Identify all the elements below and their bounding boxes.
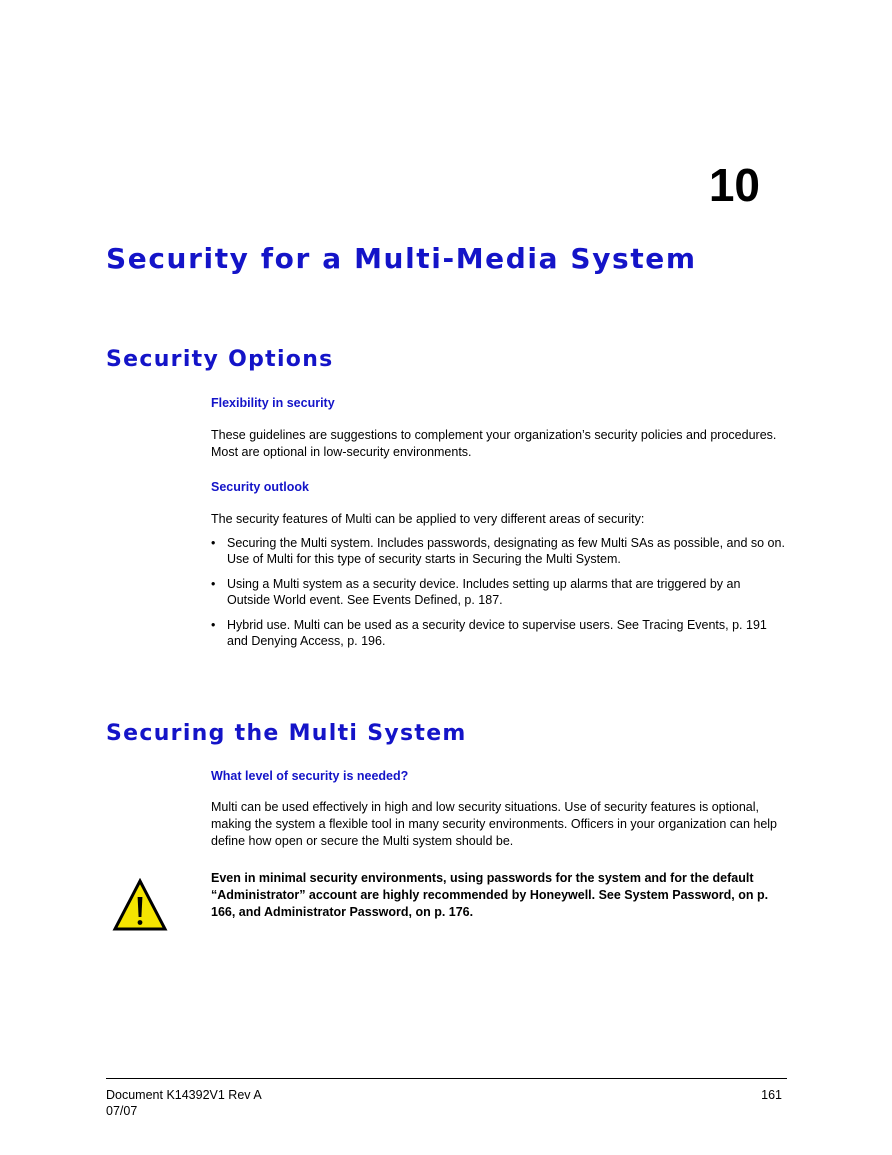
list-item	[211, 535, 786, 567]
warning-text: Even in minimal security environments, using passwords for the system and for the default “Administrator” account are highly recommended by Honeywell. See System Password, on p. 166, and Administrator Password, on p. 176.	[211, 871, 769, 919]
section-heading-securing-multi: Securing the Multi System	[106, 721, 467, 746]
footer-document-info	[106, 1087, 262, 1119]
list-item-text: Using a Multi system as a security device. Includes setting up alarms that are triggered by an Outside World event. See Events Defined, p. 187.	[227, 577, 741, 607]
footer-date: 07/07	[106, 1104, 138, 1118]
subheading-flexibility: Flexibility in security	[211, 396, 335, 410]
footer-divider	[106, 1078, 787, 1079]
section-heading-security-options: Security Options	[106, 347, 334, 372]
chapter-title: Security for a Multi-Media System	[106, 242, 697, 275]
warning-exclamation-dot	[138, 920, 143, 925]
bullet-dot: •	[211, 577, 216, 591]
bullet-dot: •	[211, 536, 216, 550]
list-item	[211, 617, 786, 649]
bullet-dot: •	[211, 618, 216, 632]
security-areas-list	[211, 535, 786, 658]
paragraph-security-level: Multi can be used effectively in high and low security situations. Use of security features is optional, making the system a flexible tool in many security environments. Officers in your organization can help define how open or secure the Multi system should be.	[211, 800, 778, 848]
list-item	[211, 576, 786, 608]
chapter-number: 10	[708, 159, 760, 211]
subheading-security-outlook: Security outlook	[211, 480, 309, 494]
footer-document-id: Document K14392V1 Rev A	[106, 1088, 262, 1102]
list-item-text: Securing the Multi system. Includes passwords, designating as few Multi SAs as possible, and so on. Use of Multi for this type of security starts in Securing the Multi System.	[227, 536, 785, 566]
paragraph-flexibility: These guidelines are suggestions to complement your organization’s security policies and procedures. Most are optional in low-security environments.	[211, 428, 777, 459]
subheading-security-level: What level of security is needed?	[211, 769, 409, 783]
list-item-text: Hybrid use. Multi can be used as a security device to supervise users. See Tracing Events, p. 191 and Denying Access, p. 196.	[227, 618, 767, 648]
footer-page-number: 161	[761, 1088, 782, 1102]
paragraph-outlook-intro: The security features of Multi can be applied to very different areas of security:	[211, 512, 645, 526]
warning-triangle-icon	[112, 878, 168, 932]
